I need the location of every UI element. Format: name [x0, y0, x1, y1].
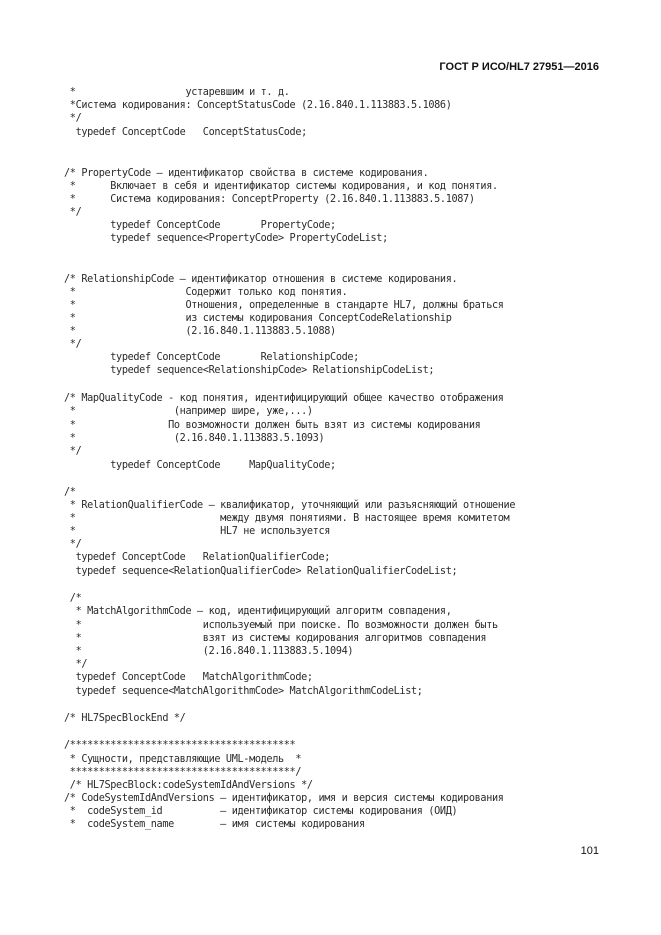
- code-line: typedef ConceptCode PropertyCode;: [64, 220, 336, 231]
- code-line: * Содержит только код понятия.: [64, 287, 348, 298]
- code-line: * (2.16.840.1.113883.5.1088): [64, 326, 336, 337]
- page-number: 101: [580, 845, 599, 857]
- code-line: ***************************************/: [64, 767, 302, 778]
- code-line: * Сущности, представляющие UML-модель *: [64, 754, 302, 765]
- code-line: */: [64, 659, 88, 670]
- code-line: * Отношения, определенные в стандарте HL7, должны браться: [64, 300, 504, 311]
- code-line: typedef sequence<PropertyCode> PropertyCodeList;: [64, 233, 388, 244]
- code-line: * взят из системы кодирования алгоритмов совпадения: [64, 633, 487, 644]
- code-line: typedef ConceptCode MapQualityCode;: [64, 460, 336, 471]
- code-line: */: [64, 113, 82, 124]
- code-line: * из системы кодирования ConceptCodeRelationship: [64, 313, 452, 324]
- code-line: typedef ConceptCode MatchAlgorithmCode;: [64, 672, 313, 683]
- code-line: /* RelationshipCode — идентификатор отношения в системе кодирования.: [64, 274, 458, 285]
- code-line: typedef sequence<MatchAlgorithmCode> MatchAlgorithmCodeList;: [64, 686, 423, 697]
- code-line: /***************************************: [64, 740, 296, 751]
- code-line: * codeSystem_id — идентификатор системы кодирования (ОИД): [64, 806, 458, 817]
- code-line: * (2.16.840.1.113883.5.1093): [64, 433, 325, 444]
- code-line: * HL7 не используется: [64, 526, 331, 537]
- code-line: /* MapQualityCode - код понятия, идентифицирующий общее качество отображения: [64, 393, 504, 404]
- code-line: * По возможности должен быть взят из системы кодирования: [64, 420, 481, 431]
- code-line: typedef ConceptCode ConceptStatusCode;: [64, 127, 307, 138]
- code-line: * (например шире, уже,...): [64, 406, 313, 417]
- code-line: * устаревшим и т. д.: [64, 87, 290, 98]
- code-line: /* HL7SpecBlock:codeSystemIdAndVersions */: [64, 780, 313, 791]
- code-line: /*: [64, 487, 76, 498]
- code-line: /* HL7SpecBlockEnd */: [64, 713, 186, 724]
- code-line: */: [64, 207, 82, 218]
- code-line: /* CodeSystemIdAndVersions — идентификатор, имя и версия системы кодирования: [64, 793, 504, 804]
- code-line: typedef sequence<RelationshipCode> RelationshipCodeList;: [64, 365, 435, 376]
- code-line: typedef ConceptCode RelationQualifierCode;: [64, 552, 331, 563]
- code-line: *Система кодирования: ConceptStatusCode (2.16.840.1.113883.5.1086): [64, 100, 452, 111]
- code-line: * между двумя понятиями. В настоящее время комитетом: [64, 513, 510, 524]
- code-line: /*: [64, 593, 82, 604]
- code-line: * используемый при поиске. По возможности должен быть: [64, 620, 498, 631]
- code-line: * (2.16.840.1.113883.5.1094): [64, 646, 354, 657]
- code-line: */: [64, 339, 82, 350]
- code-line: * RelationQualifierCode — квалификатор, уточняющий или разъясняющий отношение: [64, 500, 516, 511]
- code-line: /* PropertyCode — идентификатор свойства в системе кодирования.: [64, 168, 429, 179]
- code-line: typedef sequence<RelationQualifierCode> RelationQualifierCodeList;: [64, 566, 458, 577]
- code-line: */: [64, 539, 82, 550]
- code-line: * Система кодирования: ConceptProperty (2.16.840.1.113883.5.1087): [64, 194, 475, 205]
- code-line: */: [64, 446, 82, 457]
- code-line: * codeSystem_name — имя системы кодирования: [64, 819, 365, 830]
- code-line: * MatchAlgorithmCode — код, идентифицирующий алгоритм совпадения,: [64, 606, 452, 617]
- code-line: * Включает в себя и идентификатор системы кодирования, и код понятия.: [64, 181, 498, 192]
- document-header: ГОСТ Р ИСО/HL7 27951—2016: [439, 61, 599, 73]
- code-line: typedef ConceptCode RelationshipCode;: [64, 352, 359, 363]
